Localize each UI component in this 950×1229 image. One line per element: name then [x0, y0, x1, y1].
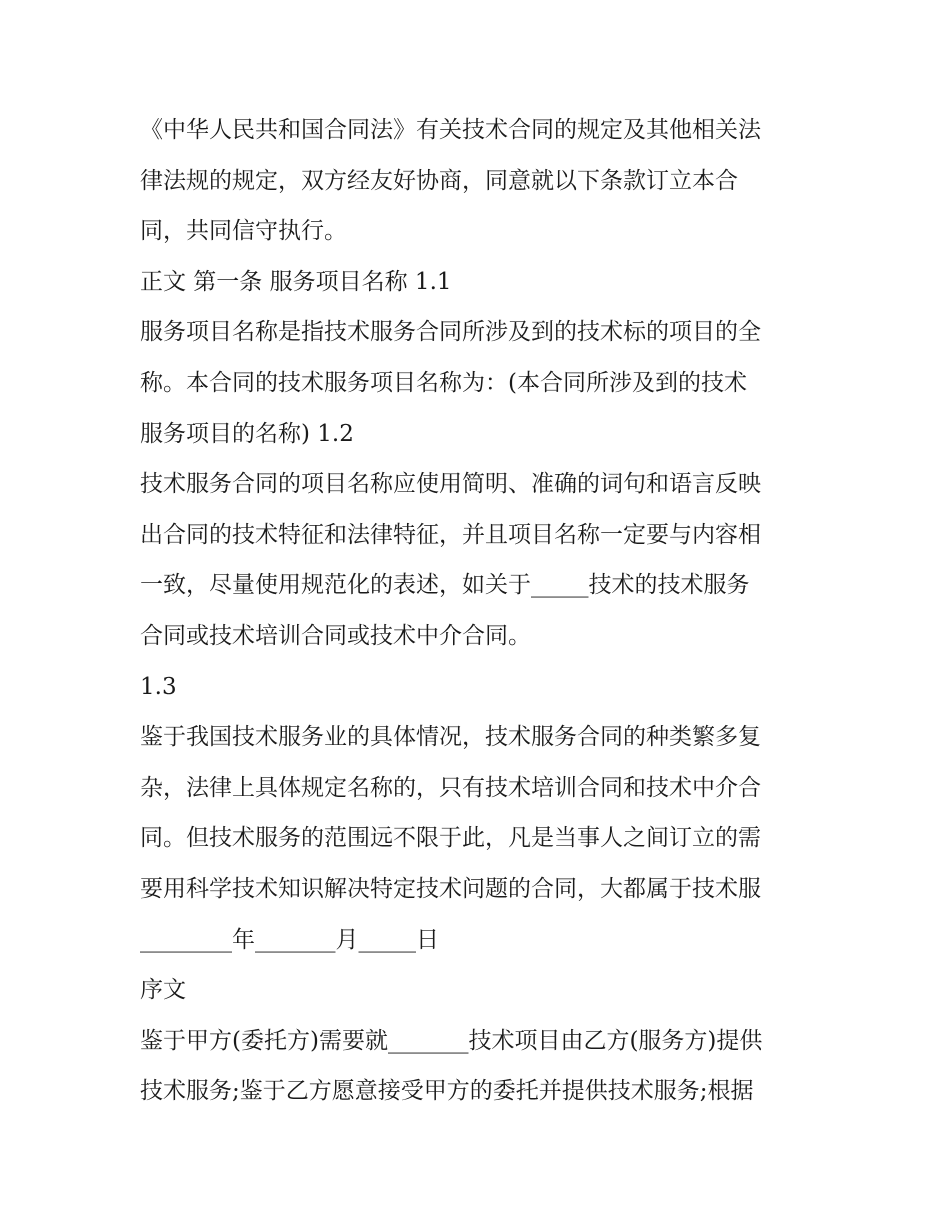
preamble-heading: 序文	[140, 977, 186, 1004]
text-line: 杂，法律上具体规定名称的，只有技术培训合同和技术中介合	[140, 774, 761, 801]
text-line: 服务项目名称是指技术服务合同所涉及到的技术标的项目的全	[140, 319, 761, 346]
text-line: 合同或技术培训合同或技术中介合同。	[140, 622, 531, 649]
text-line: 技术服务合同的项目名称应使用简明、准确的词句和语言反映	[140, 471, 761, 498]
text-line: 要用科学技术知识解决特定技术问题的合同，大都属于技术服	[140, 875, 761, 902]
text-line: 一致，尽量使用规范化的表述，如关于_____技术的技术服务	[140, 572, 750, 599]
text-line: 技术服务;鉴于乙方愿意接受甲方的委托并提供技术服务;根据	[140, 1078, 754, 1105]
text-line: 同，共同信守执行。	[140, 218, 347, 245]
text-line: 同。但技术服务的范围远不限于此，凡是当事人之间订立的需	[140, 825, 761, 852]
clause-number-line: 1.3	[140, 673, 177, 700]
section-heading-line: 正文 第一条 服务项目名称 1.1	[140, 268, 452, 295]
text-line: 鉴于我国技术服务业的具体情况，技术服务合同的种类繁多复	[140, 724, 761, 751]
text-line: 服务项目的名称) 1.2	[140, 420, 354, 447]
contract-body-text	[140, 105, 830, 1117]
text-line: 称。本合同的技术服务项目名称为：(本合同所涉及到的技术	[140, 369, 747, 396]
text-line: 出合同的技术特征和法律特征，并且项目名称一定要与内容相	[140, 521, 761, 548]
text-line: 《中华人民共和国合同法》有关技术合同的规定及其他相关法	[140, 117, 761, 143]
text-line: 鉴于甲方(委托方)需要就_______技术项目由乙方(服务方)提供	[140, 1027, 763, 1054]
text-line: 律法规的规定，双方经友好协商，同意就以下条款订立本合	[140, 167, 738, 194]
date-line: ________年_______月_____日	[140, 926, 439, 953]
